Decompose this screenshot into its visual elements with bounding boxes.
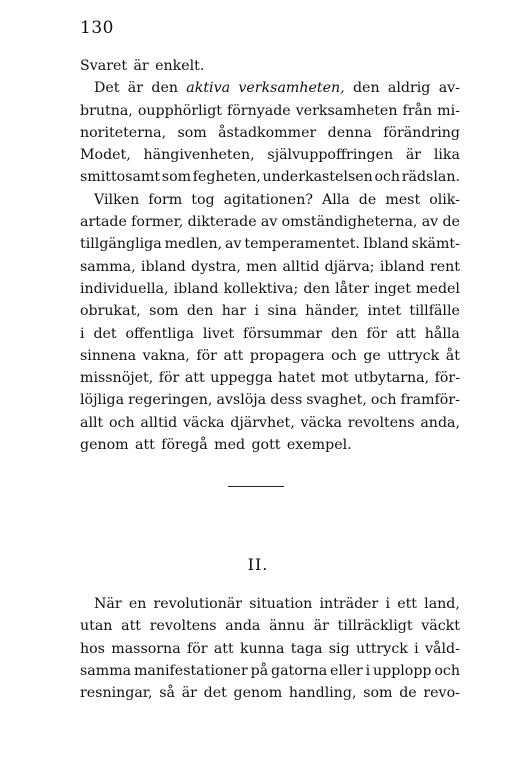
word: samma, <box>80 258 136 275</box>
word: oupphörligt <box>137 102 222 119</box>
word: avslöja <box>216 392 267 409</box>
word: har <box>221 303 247 320</box>
word: dystra, <box>191 258 241 275</box>
word: vakna, <box>142 347 190 364</box>
word: tillgängliga <box>80 236 162 253</box>
word: brutna, <box>80 102 133 119</box>
word: allt <box>80 414 104 431</box>
word: för- <box>434 370 460 387</box>
text-line <box>80 211 460 233</box>
word: gatorna <box>271 662 328 679</box>
word: revo- <box>423 685 460 702</box>
text-line <box>80 682 460 704</box>
word: uppegga <box>210 370 273 387</box>
paragraph-block-2 <box>80 593 460 704</box>
word: som <box>363 685 393 702</box>
word: med <box>214 437 246 454</box>
word: rent <box>429 258 460 275</box>
word: mot <box>320 370 349 387</box>
word: låter <box>335 280 370 297</box>
text-line <box>80 233 460 255</box>
word: artade <box>80 214 127 231</box>
word: livet <box>202 325 235 342</box>
word: och <box>331 347 357 364</box>
word: upplopp <box>372 662 432 679</box>
word: obrukat, <box>80 303 141 320</box>
word: dess <box>270 392 303 409</box>
word: Alla <box>321 191 350 208</box>
word: av- <box>438 80 460 97</box>
word: verksamheten <box>295 102 398 119</box>
word: dikterade <box>187 214 257 231</box>
text-line <box>80 660 460 682</box>
word: en <box>128 596 147 612</box>
word: och <box>434 662 460 679</box>
text-line <box>80 615 460 637</box>
word: att <box>396 325 416 342</box>
word: på <box>250 662 269 679</box>
word: mi- <box>437 102 460 119</box>
text-line <box>80 434 460 456</box>
word: av <box>421 214 439 231</box>
word: förnyade <box>227 102 291 119</box>
word: verksamheten, <box>238 80 345 97</box>
text-line <box>80 166 460 188</box>
word: tog <box>191 191 215 208</box>
word: för <box>196 347 217 364</box>
word: väcka <box>183 414 225 431</box>
word: försummar <box>242 325 323 342</box>
word: olik- <box>429 191 460 208</box>
word: propagera <box>249 347 325 364</box>
word: som <box>149 303 179 320</box>
word: svaghet, <box>306 392 367 409</box>
word: och <box>370 392 397 409</box>
word: förändring <box>383 124 460 141</box>
word: massorna <box>111 640 181 657</box>
word: den <box>352 80 380 97</box>
text-line <box>80 389 460 411</box>
word: de <box>442 214 460 231</box>
word: väckt <box>421 618 460 635</box>
word: föregå <box>161 437 208 454</box>
word: alltid <box>282 258 320 275</box>
word: det <box>203 685 227 702</box>
word: djärvhet, <box>230 414 295 431</box>
word: hos <box>80 640 105 657</box>
word: individuella, <box>80 280 169 297</box>
word: kunna <box>240 640 285 657</box>
word: är <box>313 618 329 635</box>
word: av <box>225 236 242 253</box>
text-line <box>80 100 460 122</box>
word: eller <box>330 662 363 679</box>
word: inget <box>374 280 411 297</box>
text-line <box>80 77 460 99</box>
word: Ibland <box>362 236 409 253</box>
word: för <box>366 325 388 342</box>
text-line <box>80 189 460 211</box>
word: gott <box>251 437 281 454</box>
word: det <box>93 325 117 342</box>
word: kollektiva; <box>223 280 299 297</box>
word: fegheten, <box>192 169 261 186</box>
word: anda, <box>420 414 460 431</box>
text-line <box>80 122 460 144</box>
text-line <box>80 367 460 389</box>
word: utbytarna, <box>354 370 430 387</box>
word: är <box>181 685 197 702</box>
word: former, <box>131 214 184 231</box>
word: omständigheterna, <box>281 214 418 231</box>
word: form <box>148 191 183 208</box>
word: för <box>186 640 208 657</box>
text-line <box>80 256 460 278</box>
word: aldrig <box>387 80 431 97</box>
word: ibland <box>379 258 425 275</box>
word: aktiva <box>186 80 231 97</box>
word: inträder <box>319 596 379 612</box>
word: lika <box>433 147 460 164</box>
word: exempel. <box>286 437 352 454</box>
word: anda <box>225 618 261 635</box>
word: alltid <box>140 414 178 431</box>
word: som <box>161 169 192 186</box>
word: djärva; <box>324 258 375 275</box>
word: ett <box>397 596 418 612</box>
word: offentliga <box>125 325 194 342</box>
word: från <box>402 102 433 119</box>
text-line <box>80 300 460 322</box>
word: händer, <box>305 303 360 320</box>
word: att <box>223 347 244 364</box>
word: enkelt. <box>155 58 205 74</box>
word: ge <box>363 347 381 364</box>
word: hängivenheten, <box>143 147 255 164</box>
word: våld- <box>425 640 460 657</box>
word: hålla <box>424 325 460 342</box>
word: de <box>358 191 377 208</box>
word: missnöjet, <box>80 370 154 387</box>
word: är <box>133 58 149 74</box>
word: agitationen? <box>223 191 313 208</box>
text-line <box>80 323 460 345</box>
word: utan <box>80 618 113 635</box>
word: skämt- <box>411 236 460 253</box>
text-line <box>80 638 460 660</box>
word: framför- <box>400 392 460 409</box>
word: medlen, <box>164 236 223 253</box>
word: sinnena <box>80 347 137 364</box>
word: uttryck <box>387 347 440 364</box>
word: som <box>177 124 207 141</box>
word: denna <box>327 124 372 141</box>
text-line <box>80 345 460 367</box>
word: åt <box>445 347 460 364</box>
word: rädslan. <box>401 169 460 186</box>
section-heading: II. <box>247 555 269 574</box>
section-divider <box>228 486 284 487</box>
word: den <box>151 80 178 97</box>
text-line <box>80 593 460 615</box>
word: hatet <box>278 370 316 387</box>
word: medel <box>416 280 460 297</box>
word: så <box>159 685 175 702</box>
word: temperamentet. <box>244 236 360 253</box>
word: av <box>260 214 278 231</box>
page-number: 130 <box>80 18 114 38</box>
word: resningar, <box>80 685 153 702</box>
word: men <box>246 258 278 275</box>
word: de <box>399 685 417 702</box>
word: revolutionär <box>153 596 243 612</box>
word: ibland <box>140 258 186 275</box>
word: noriteterna, <box>80 124 167 141</box>
word: och <box>374 169 401 186</box>
word: underkastelsen <box>262 169 373 186</box>
word: intet <box>367 303 402 320</box>
word: uttryck <box>355 640 408 657</box>
word: ännu <box>269 618 305 635</box>
text-line <box>80 412 460 434</box>
word: självuppoffringen <box>267 147 394 164</box>
word: sig <box>328 640 350 657</box>
word: för <box>158 370 180 387</box>
word: att <box>213 640 234 657</box>
word: Det <box>94 80 120 97</box>
word: När <box>94 596 122 612</box>
word: genom <box>80 437 129 454</box>
word: den <box>303 280 331 297</box>
word: och <box>109 414 135 431</box>
word: land, <box>424 596 460 612</box>
word: samma <box>80 662 132 679</box>
word: mest <box>385 191 421 208</box>
text-line <box>80 278 460 300</box>
word: situation <box>249 596 313 612</box>
word: den <box>331 325 358 342</box>
word: revoltens <box>347 414 415 431</box>
word: i <box>254 303 260 320</box>
word: den <box>186 303 214 320</box>
word: handling, <box>288 685 357 702</box>
word: att <box>121 618 142 635</box>
word: smittosamt <box>80 169 161 186</box>
word: Modet, <box>80 147 131 164</box>
word: att <box>184 370 205 387</box>
text-line <box>80 55 460 77</box>
word: löjliga <box>80 392 125 409</box>
word: att <box>135 437 155 454</box>
word: manifestationer <box>133 662 248 679</box>
word: i <box>385 596 391 612</box>
word: sina <box>267 303 297 320</box>
paragraph-block-1 <box>80 55 460 456</box>
word: är <box>127 80 144 97</box>
word: tillräckligt <box>337 618 413 635</box>
word: i <box>80 325 85 342</box>
word: genom <box>233 685 283 702</box>
text-line <box>80 144 460 166</box>
word: regeringen, <box>128 392 213 409</box>
word: i <box>365 662 371 679</box>
word: åstadkommer <box>218 124 317 141</box>
word: i <box>414 640 419 657</box>
word: tillfälle <box>409 303 460 320</box>
word: väcka <box>300 414 343 431</box>
word: ibland <box>173 280 219 297</box>
word: är <box>405 147 422 164</box>
word: Vilken <box>94 191 140 208</box>
word: Svaret <box>80 58 128 74</box>
word: taga <box>290 640 323 657</box>
word: revoltens <box>149 618 217 635</box>
